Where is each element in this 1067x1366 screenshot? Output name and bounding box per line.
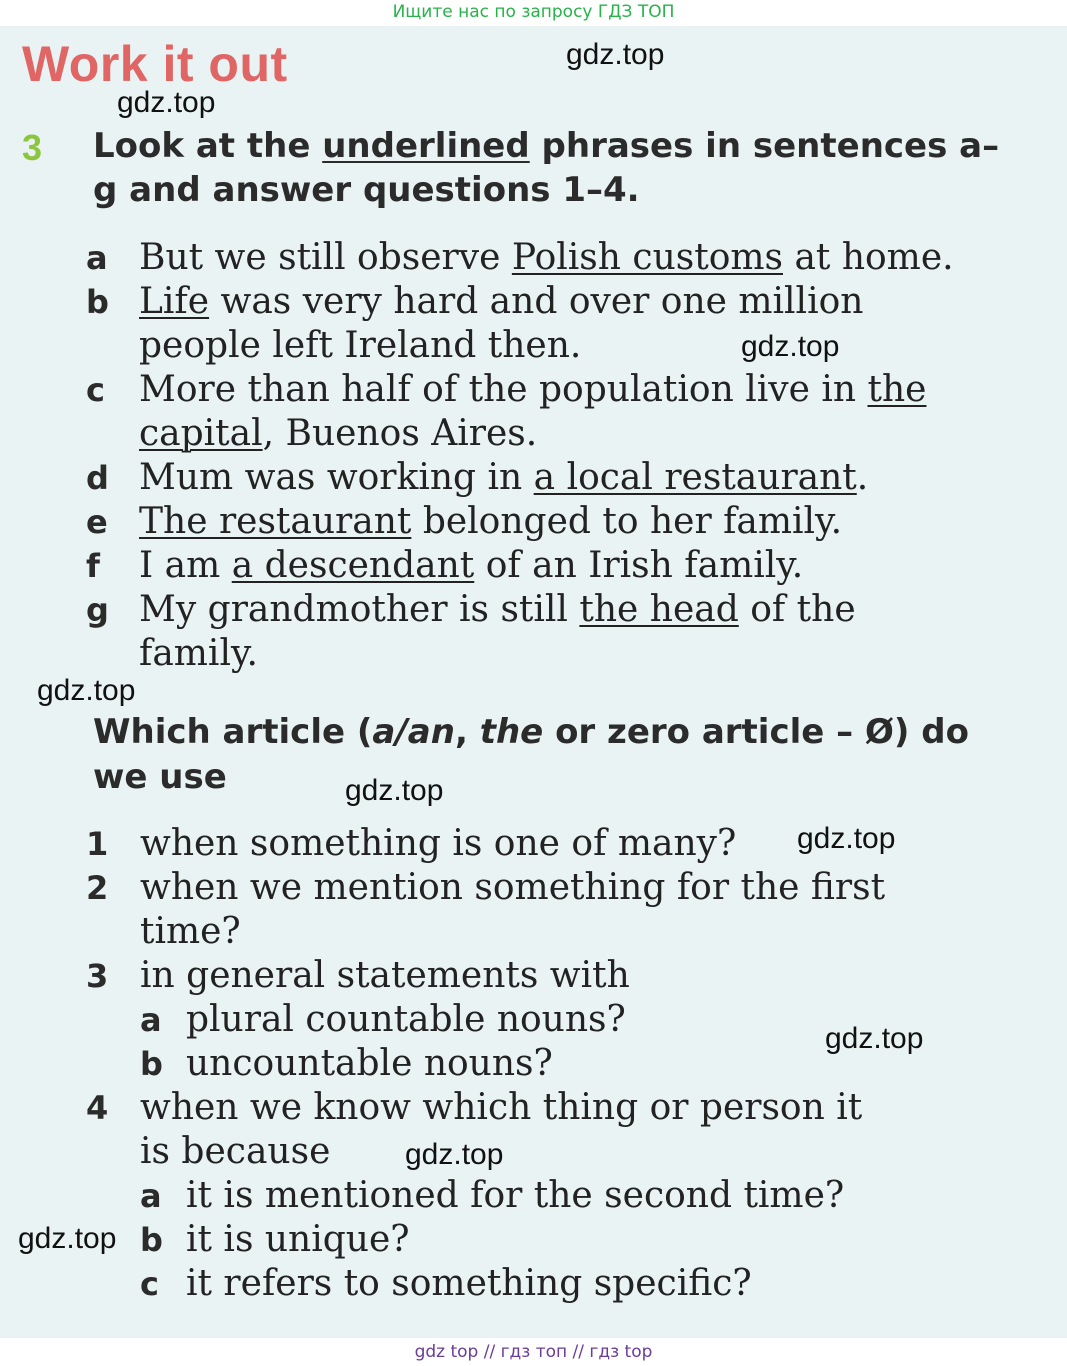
question-text: or zero article – Ø) do we use [93, 712, 969, 797]
underlined-phrase: a local restaurant [533, 457, 857, 498]
sub-question-4c [140, 1262, 986, 1306]
sentence-post: , Buenos Aires. [262, 413, 538, 454]
sentence-text [139, 588, 929, 676]
article-question [93, 710, 1033, 800]
sentence-letter: g [86, 591, 109, 629]
question-item-3 [86, 954, 986, 1086]
sentence-pre: I am [139, 545, 232, 586]
question-text: , [454, 712, 480, 752]
watermark: gdz.top [37, 674, 136, 707]
sentence-letter: b [86, 283, 109, 321]
question-item-4 [86, 1086, 986, 1306]
sentence-text [139, 500, 1046, 544]
sub-question-4a [140, 1174, 986, 1218]
watermark: gdz.top [18, 1222, 117, 1255]
watermark: gdz.top [797, 822, 896, 855]
sentence-pre: Mum was working in [139, 457, 534, 498]
sentence-g [86, 588, 1046, 676]
sub-question-4b [140, 1218, 986, 1262]
sentence-text [139, 236, 1046, 280]
question-item-text: when something is one of many? [140, 823, 737, 864]
sentence-text [139, 368, 939, 456]
watermark: gdz.top [825, 1022, 924, 1055]
underlined-phrase: the capital [139, 369, 927, 454]
underlined-phrase: a descendant [231, 545, 475, 586]
question-number: 2 [86, 869, 109, 907]
sub-question-letter: a [140, 1177, 162, 1215]
top-banner: Ищите нас по запросу ГДЗ ТОП [392, 2, 675, 22]
question-number: 4 [86, 1089, 109, 1127]
watermark: gdz.top [345, 774, 444, 807]
watermark: gdz.top [566, 38, 665, 71]
question-text: Which article ( [93, 712, 373, 752]
question-italic-article: a/an [372, 712, 455, 752]
sub-question-text: it is mentioned for the second time? [186, 1175, 845, 1216]
underlined-phrase: The restaurant [139, 501, 412, 542]
sub-question-letter: a [140, 1001, 162, 1039]
sentence-letter: d [86, 459, 109, 497]
sentence-post: of the family. [139, 589, 856, 674]
sub-question-letter: b [140, 1221, 163, 1259]
question-item-text: in general statements with [140, 955, 630, 996]
sentence-post: at home. [783, 237, 954, 278]
sentence-c [86, 368, 1046, 456]
sentence-pre: More than half of the population live in [139, 369, 868, 410]
sentence-letter: e [86, 503, 108, 541]
sentence-pre: My grandmother is still [139, 589, 580, 630]
bottom-banner: gdz top // гдз топ // гдз top [414, 1342, 653, 1362]
sub-question-letter: b [140, 1045, 163, 1083]
sentence-letter: c [86, 371, 105, 409]
question-number: 1 [86, 825, 109, 863]
sub-question-text: it is unique? [186, 1219, 410, 1260]
watermark: gdz.top [741, 330, 840, 363]
sentence-letter: f [86, 547, 100, 585]
sentence-a [86, 236, 1046, 280]
sentence-text [139, 456, 1046, 500]
underlined-phrase: the head [579, 589, 739, 630]
exercise-instruction [93, 124, 1023, 212]
section-heading: Work it out [22, 36, 288, 92]
underlined-phrase: Polish customs [511, 237, 783, 278]
watermark: gdz.top [405, 1138, 504, 1171]
question-item-2 [86, 866, 986, 954]
sub-question-text: it refers to something specific? [186, 1263, 752, 1304]
question-italic-article: the [479, 712, 544, 752]
instruction-text: Look at the [93, 126, 323, 166]
sentence-text [139, 544, 1046, 588]
question-list [86, 822, 986, 1306]
instruction-text: phrases in sentences a–g and answer questions 1–4. [93, 126, 1000, 210]
exercise-number: 3 [22, 127, 43, 168]
underlined-phrase: Life [139, 281, 210, 322]
sub-question-text: uncountable nouns? [186, 1043, 553, 1084]
sentence-b [86, 280, 1046, 368]
sentence-d [86, 456, 1046, 500]
sentence-e [86, 500, 1046, 544]
question-item-text: when we know which thing or person it is because [140, 1087, 863, 1172]
sentence-post: . [856, 457, 869, 498]
example-sentences [86, 236, 1046, 676]
sentence-post: was very hard and over one million people left Ireland then. [139, 281, 864, 366]
sentence-letter: a [86, 239, 108, 277]
sentence-post: belonged to her family. [411, 501, 843, 542]
question-item-text: when we mention something for the first time? [140, 867, 886, 952]
sentence-f [86, 544, 1046, 588]
watermark: gdz.top [117, 86, 216, 119]
sub-question-letter: c [140, 1265, 159, 1303]
instruction-underlined-word: underlined [322, 126, 530, 166]
sentence-pre: But we still observe [139, 237, 512, 278]
question-number: 3 [86, 957, 109, 995]
sentence-post: of an Irish family. [474, 545, 804, 586]
sub-question-text: plural countable nouns? [186, 999, 626, 1040]
